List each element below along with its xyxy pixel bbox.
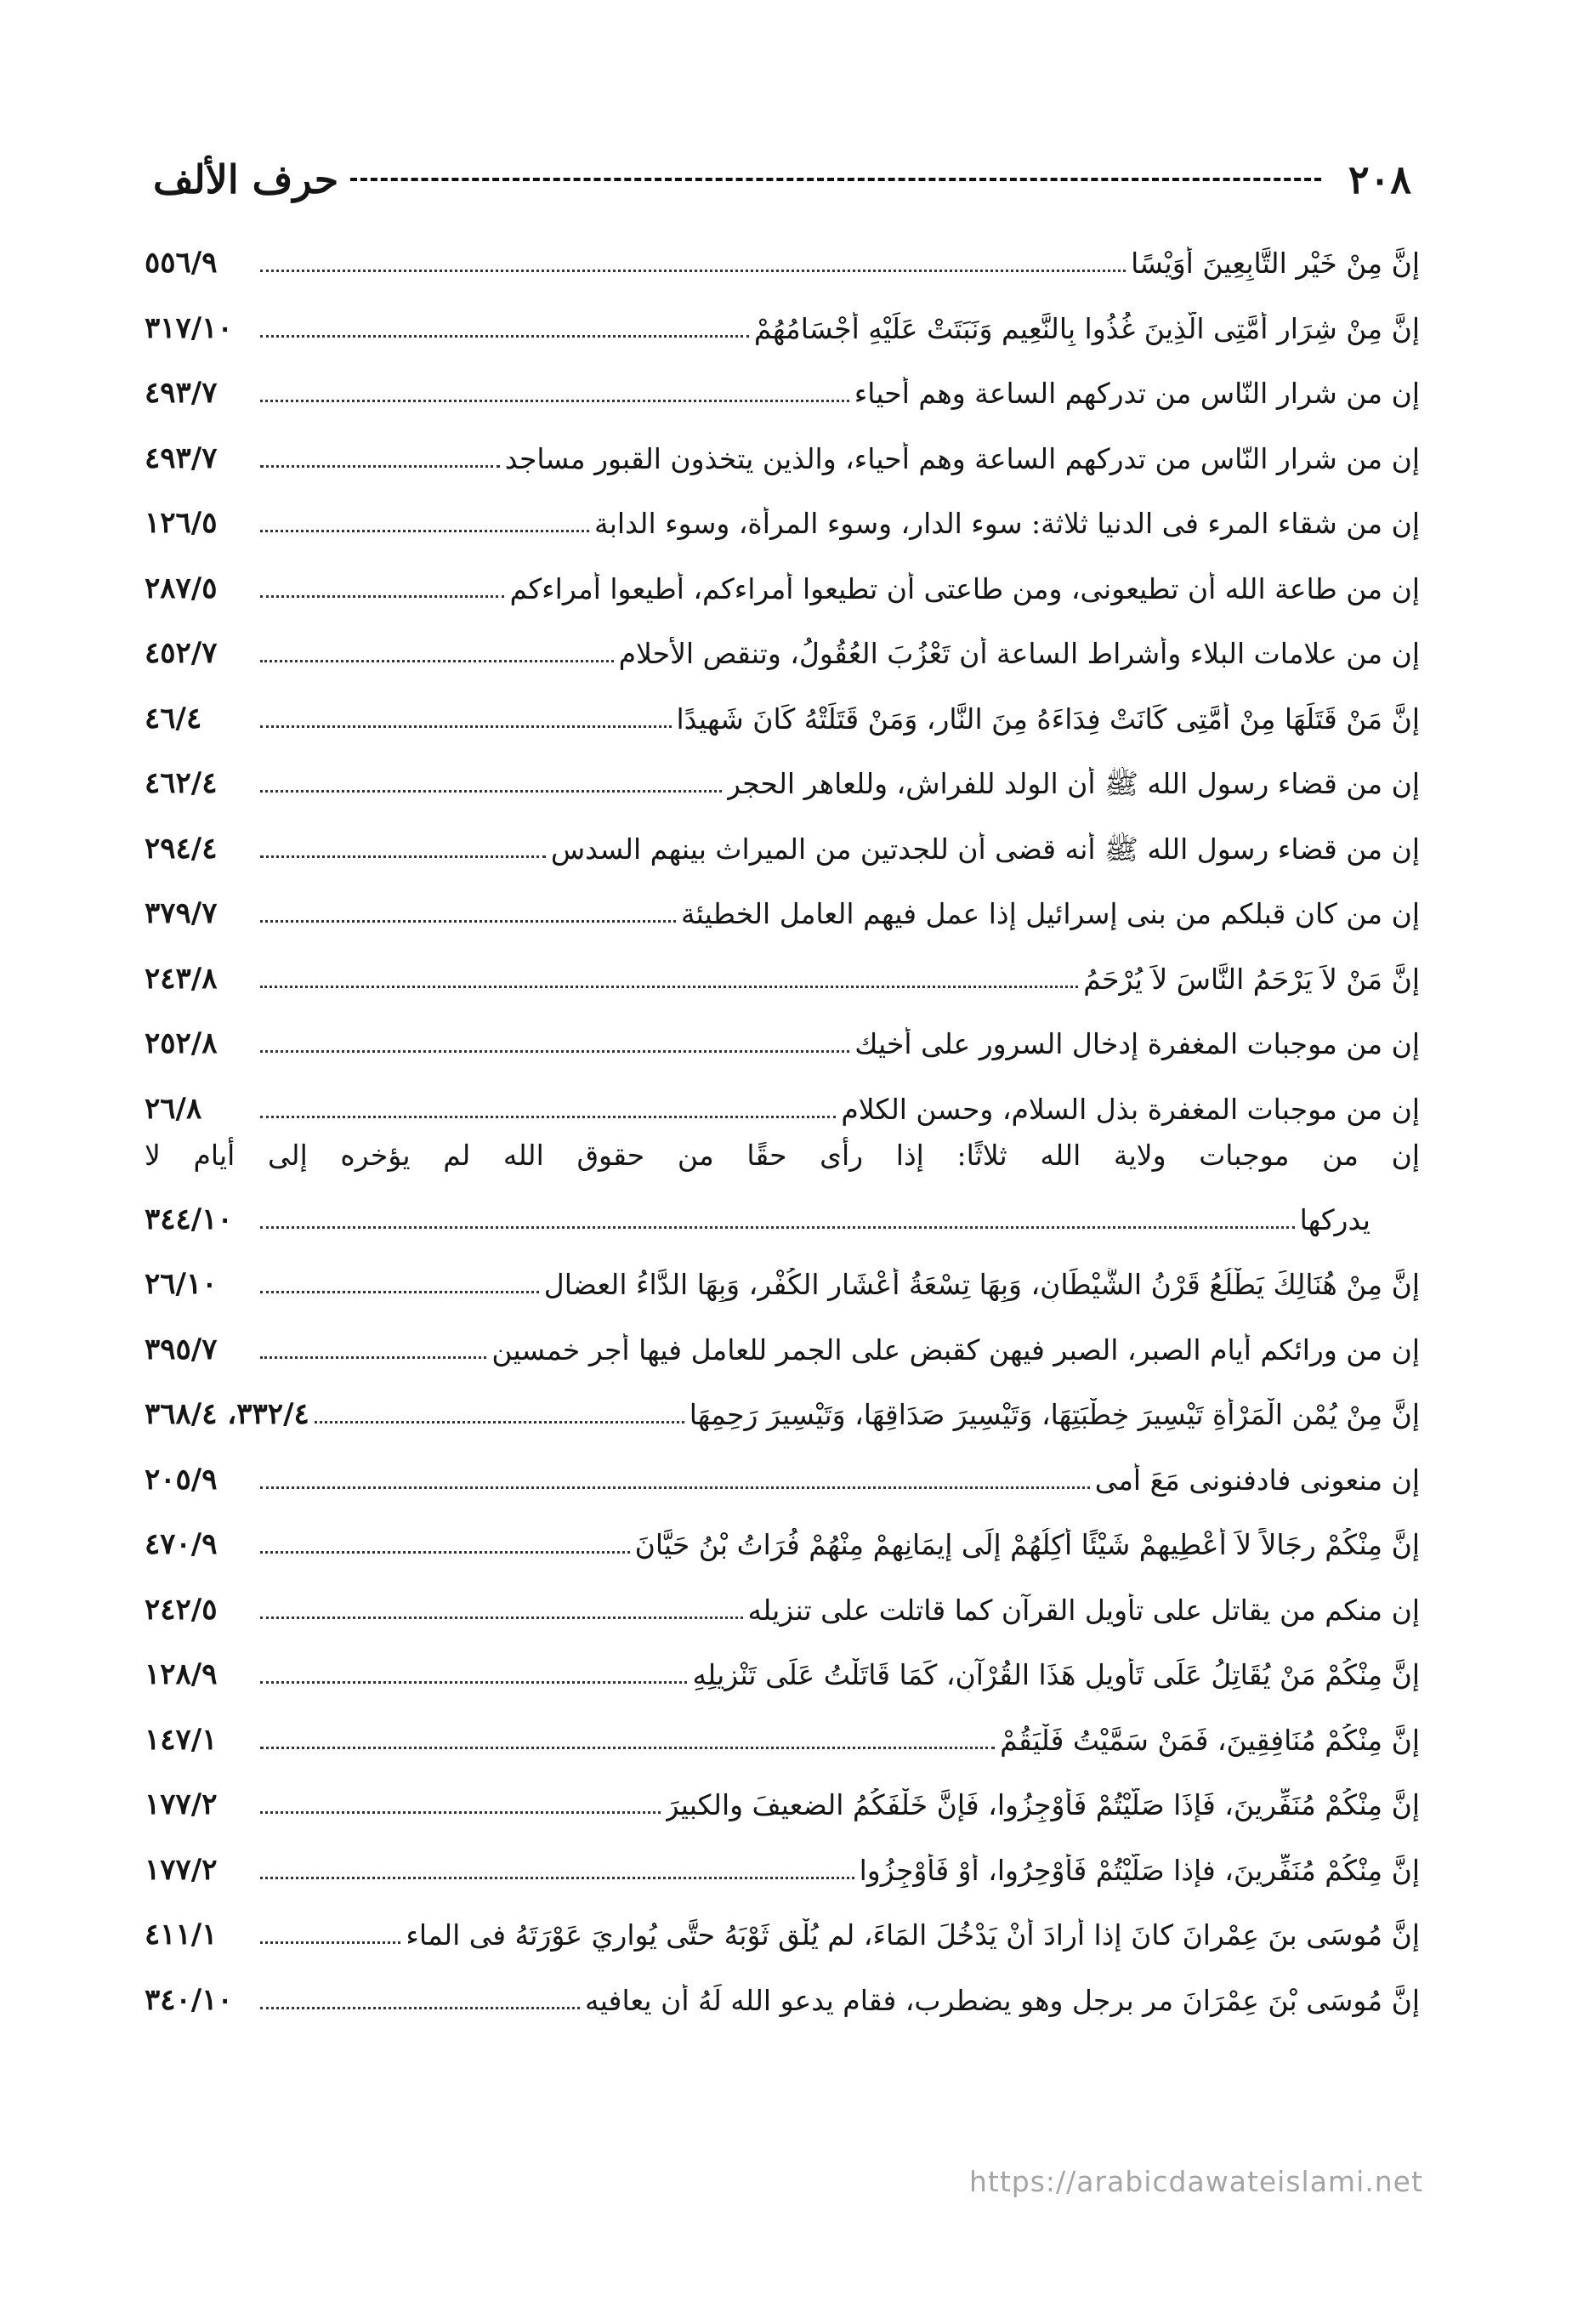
volume-page-ref: ٣٩٥/٧ bbox=[145, 1332, 218, 1367]
dot-leader bbox=[260, 986, 1078, 988]
volume-page-ref: ٣٣٢/٤، ٣٦٨/٤ bbox=[145, 1397, 309, 1432]
index-entry bbox=[145, 411, 1420, 476]
page-number: ٢٠٨ bbox=[1348, 156, 1411, 202]
volume-page-ref: ١٢٨/٩ bbox=[145, 1657, 218, 1692]
index-entry bbox=[145, 867, 1420, 932]
index-entry bbox=[145, 1302, 1420, 1367]
volume-page-ref: ١٧٧/٢ bbox=[145, 1787, 218, 1822]
entry-text: إن من كان قبلكم من بنى إسرائيل إذا عمل فيهم العامل الخطيئة bbox=[681, 897, 1420, 931]
index-entry bbox=[145, 281, 1420, 346]
dot-leader bbox=[260, 335, 749, 338]
index-entry bbox=[145, 1952, 1420, 2018]
entry-text: إِنَّ مِنْ يُمْنِ الْمَرْأَةِ تَيْسِيرَ خِطْبَتِهَا، وَتَيْسِيرَ صَدَاقِهَا، وَتَيْسِيرَ رَحِمِهَا bbox=[689, 1398, 1420, 1432]
index-entry-multiline bbox=[145, 1127, 1420, 1237]
dot-leader bbox=[260, 465, 500, 468]
index-entry bbox=[145, 997, 1420, 1062]
dot-leader bbox=[260, 1681, 687, 1684]
entry-text: إِنَّ مِنْكُمْ مُنَفِّرِينَ، فإذا صَلَّيْتُمْ فَأَوْحِرُوا، أَوْ فَأَوْجِزُوا bbox=[859, 1853, 1420, 1887]
entry-text-line1: إن من موجبات ولاية الله ثلاثًا: إذا رأى حقًا من حقوق الله لم يؤخره إلى أيام لا bbox=[145, 1138, 1420, 1172]
index-entries bbox=[145, 221, 1420, 2018]
index-entry bbox=[145, 671, 1420, 736]
dot-leader bbox=[260, 920, 676, 923]
entry-text: إِنَّ مِنْكُمْ مَنْ يُقَاتِلُ عَلَى تَأْوِيلِ هَذَا القُرْآنِ، كَمَا قَاتَلْتُ عَلَى تَنْزِيلِهِ bbox=[692, 1658, 1420, 1692]
index-entry bbox=[145, 1822, 1420, 1888]
volume-page-ref: ٤٦/٤ bbox=[145, 701, 202, 736]
entry-text: إن من شقاء المرء فى الدنيا ثلاثة: سوء الدار، وسوء المرأة، وسوء الدابة bbox=[594, 507, 1420, 541]
dot-leader bbox=[260, 1356, 486, 1359]
dot-leader bbox=[260, 790, 722, 793]
entry-text: إن من ورائكم أيام الصبر، الصبر فيهن كقبض على الجمر للعامل فيها أجر خمسين bbox=[491, 1332, 1420, 1367]
entry-text: إن من علامات البلاء وأشراط الساعة أن تَعْزُبَ العُقُولُ، وتنقص الأحلام bbox=[618, 637, 1420, 671]
volume-page-ref: ١٧٧/٢ bbox=[145, 1852, 218, 1887]
volume-page-ref: ٣٤٠/١٠ bbox=[145, 1982, 233, 2017]
running-title: حرف الألف bbox=[153, 156, 339, 202]
dot-leader bbox=[260, 1050, 849, 1053]
dot-leader bbox=[260, 2007, 580, 2009]
entry-continuation bbox=[145, 1188, 1420, 1237]
volume-page-ref: ٢٦/١٠ bbox=[145, 1267, 218, 1302]
volume-page-ref: ٤٧٠/٩ bbox=[145, 1527, 218, 1562]
index-entry bbox=[145, 931, 1420, 997]
index-entry bbox=[145, 1888, 1420, 1953]
entry-text: إِنَّ مِنْكُمْ مُنَافِقِينَ، فَمَنْ سَمَّيْتُ فَلْيَقُمْ bbox=[1000, 1723, 1420, 1757]
dot-leader bbox=[260, 1877, 854, 1879]
volume-page-ref: ١٢٦/٥ bbox=[145, 506, 218, 541]
entry-text-line2: يدركها bbox=[1299, 1202, 1371, 1236]
volume-page-ref: ٥٥٦/٩ bbox=[145, 246, 218, 281]
dot-leader bbox=[260, 1116, 836, 1118]
dot-leader bbox=[260, 660, 614, 662]
volume-page-ref: ٤٩٣/٧ bbox=[145, 376, 218, 411]
index-entry bbox=[145, 1497, 1420, 1563]
entry-text: إن من قضاء رسول الله ﷺ أنه قضى أن للجدتين من الميراث بينهم السدس bbox=[550, 832, 1420, 866]
entry-text: إن من موجبات المغفرة إدخال السرور على أخيك bbox=[854, 1027, 1420, 1061]
entry-text: إِنَّ مِنْكُمْ مُنَفِّرِينَ، فَإِذَا صَلَّيْتُمْ فَأَوْجِزُوا، فَإِنَّ خَلْفَكُمُ الضعيفَ والكبيرَ bbox=[665, 1788, 1420, 1822]
index-entry bbox=[145, 606, 1420, 672]
dot-leader bbox=[260, 855, 546, 858]
entry-text: إن منكم من يقاتل على تأويل القرآن كما قاتلت على تنزيله bbox=[747, 1593, 1420, 1627]
volume-page-ref: ٤٩٣/٧ bbox=[145, 440, 218, 475]
entry-text: إِنَّ مِنْ هُنَالِكَ يَطْلُعُ قَرْنُ الشَّيْطَانِ، وَبِهَا تِسْعَةُ أَعْشَارِ الكُفْرِ، وَبِهَا الدَّاءُ العضال bbox=[543, 1268, 1420, 1302]
volume-page-ref: ١٤٧/١ bbox=[145, 1722, 218, 1757]
index-entry bbox=[145, 221, 1420, 281]
entry-text: إِنَّ مَنْ قَتَلَهَا مِنْ أُمَّتِى كَانَتْ فِدَاءَهُ مِنَ النَّارِ، وَمَنْ قَتَلَتْهُ كَانَ شَهِيدًا bbox=[676, 702, 1420, 736]
index-entry bbox=[145, 1061, 1420, 1127]
dot-leader bbox=[260, 1617, 743, 1619]
entry-text: إِنَّ مِنْكُمْ رِجَالاً لاَ أُعْطِيهِمْ شَيْئًا أَكِلُهُمْ إِلَى إِيمَانِهِمْ مِنْهُمْ فُرَاتُ بْنُ حَيَّانَ bbox=[634, 1528, 1420, 1562]
entry-text: إن من طاعة الله أن تطيعونى، ومن طاعتى أن تطيعوا أمراءكم، أطيعوا أمراءكم bbox=[509, 571, 1420, 605]
index-entry bbox=[145, 801, 1420, 867]
dot-leader bbox=[260, 1747, 995, 1749]
entry-text: إِنَّ مَنْ لاَ يَرْحَمُ النَّاسَ لاَ يُرْحَمُ bbox=[1083, 962, 1420, 996]
volume-page-ref: ٣١٧/١٠ bbox=[145, 310, 233, 345]
volume-page-ref: ٢٨٧/٥ bbox=[145, 571, 218, 605]
volume-page-ref: ٢٥٢/٨ bbox=[145, 1026, 218, 1061]
dot-leader bbox=[315, 1421, 684, 1423]
volume-page-ref: ٣٧٩/٧ bbox=[145, 896, 218, 931]
volume-page-ref: ٢٤٢/٥ bbox=[145, 1592, 218, 1627]
dot-leader bbox=[260, 595, 504, 598]
volume-page-ref: ٤٦٢/٤ bbox=[145, 766, 218, 801]
entry-text: إن منعونى فادفنونى مَعَ أمى bbox=[1094, 1463, 1420, 1497]
dot-leader bbox=[260, 1291, 539, 1293]
entry-text: إِنَّ مُوسَى بنَ عِمْرانَ كانَ إذا أرادَ أنْ يَدْخُلَ المَاءَ، لم يُلْقِ ثَوْبَهُ حتَّى يُوارِيَ عَوْرَتَهُ فى الماء bbox=[406, 1918, 1420, 1952]
entry-text: إِنَّ مِنْ خَيْرِ التَّابِعِينَ أُوَيْسًا bbox=[1131, 247, 1420, 281]
index-entry bbox=[145, 541, 1420, 606]
entry-text: إن من شرار النّاس من تدركهم الساعة وهم أحياء bbox=[854, 377, 1420, 411]
entry-text: إن من قضاء رسول الله ﷺ أن الولد للفراش، وللعاهر الحجر bbox=[727, 767, 1420, 801]
dot-leader bbox=[260, 1941, 400, 1944]
header-dashed-rule bbox=[350, 178, 1321, 181]
index-entry bbox=[145, 1432, 1420, 1497]
entry-text: إن من موجبات المغفرة بذل السلام، وحسن الكلام bbox=[841, 1092, 1420, 1126]
volume-page-ref: ٤٥٢/٧ bbox=[145, 636, 218, 671]
index-entry bbox=[145, 476, 1420, 542]
volume-page-ref: ٢٠٥/٩ bbox=[145, 1462, 218, 1497]
index-entry bbox=[145, 1237, 1420, 1303]
index-entry bbox=[145, 346, 1420, 412]
volume-page-ref: ٢٩٤/٤ bbox=[145, 831, 218, 866]
page-header bbox=[153, 150, 1411, 209]
dot-leader bbox=[260, 270, 1126, 272]
dot-leader bbox=[260, 725, 672, 728]
index-entry bbox=[145, 1692, 1420, 1758]
watermark: https://arabicdawateislami.net bbox=[969, 2165, 1423, 2198]
dot-leader bbox=[260, 1551, 630, 1554]
volume-page-ref: ٤١١/١ bbox=[145, 1918, 218, 1952]
dot-leader bbox=[260, 530, 589, 532]
dot-leader bbox=[260, 1486, 1090, 1489]
index-entry bbox=[145, 736, 1420, 802]
dot-leader bbox=[260, 400, 849, 402]
entry-text: إِنَّ مُوسَى بْنَ عِمْرَانَ مر برجل وهو يضطرب، فقام يدعو الله لَهُ أن يعافيه bbox=[585, 1983, 1420, 2017]
entry-text: إن من شرار النّاس من تدركهم الساعة وهم أحياء، والذين يتخذون القبور مساجد bbox=[504, 441, 1420, 475]
index-entry bbox=[145, 1562, 1420, 1628]
index-entry bbox=[145, 1628, 1420, 1693]
index-entry bbox=[145, 1758, 1420, 1823]
dot-leader bbox=[260, 1226, 1295, 1229]
index-entry bbox=[145, 1367, 1420, 1433]
volume-page-ref: ٢٤٣/٨ bbox=[145, 961, 218, 996]
entry-text: إِنَّ مِنْ شِرَارِ أُمَّتِى الَّذِينَ غُذُوا بِالنَّعِيمِ وَنَبَتَتْ عَلَيْهِ أَجْسَامُهُمْ bbox=[753, 311, 1420, 345]
dot-leader bbox=[260, 1811, 661, 1814]
volume-page-ref: ٢٦/٨ bbox=[145, 1091, 202, 1126]
volume-page-ref: ٣٤٤/١٠ bbox=[145, 1202, 233, 1236]
